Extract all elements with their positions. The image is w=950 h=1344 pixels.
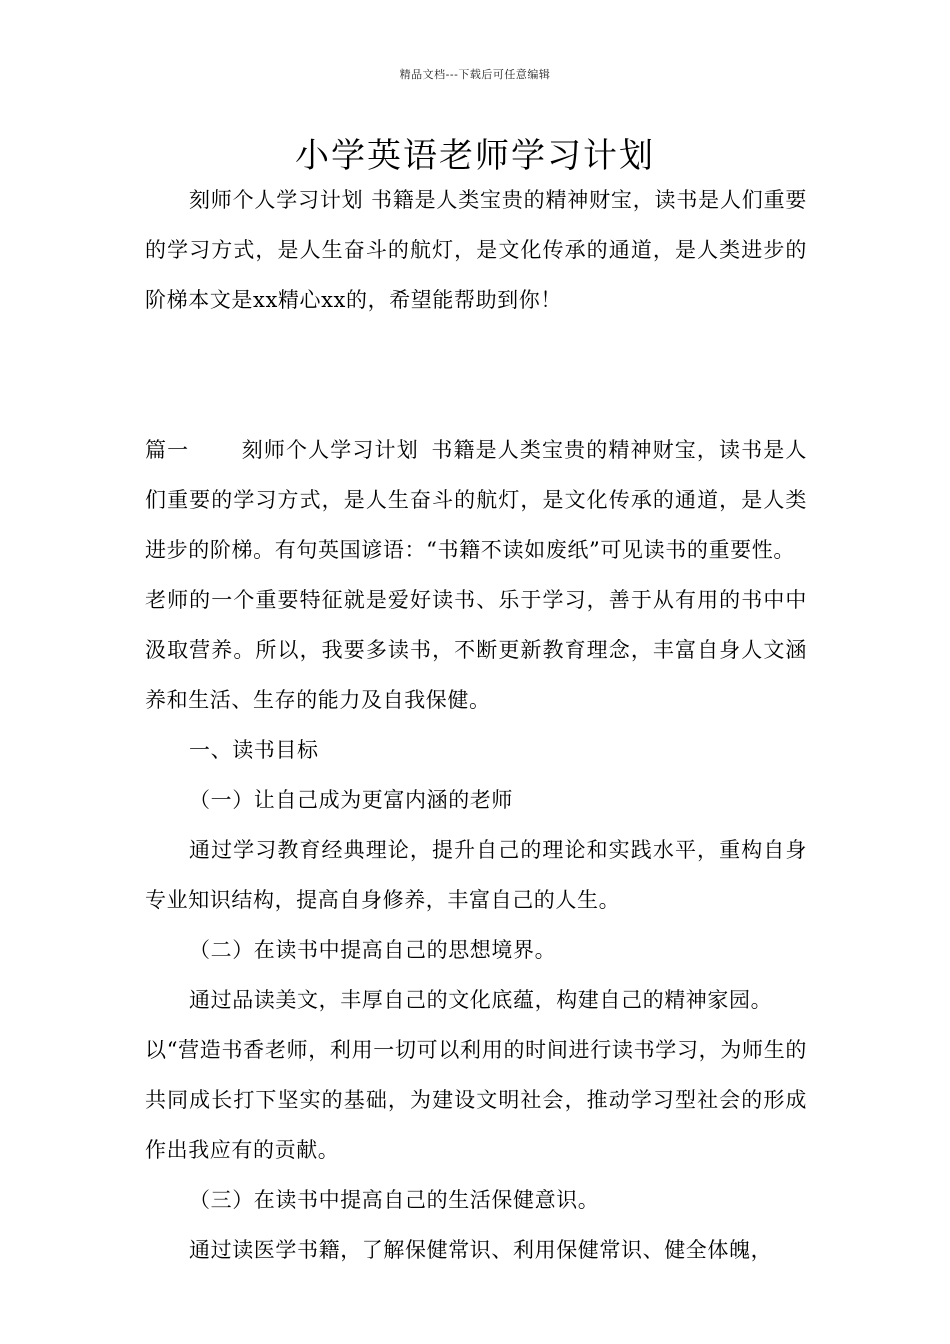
- subsection-text-1: 通过学习教育经典理论，提升自己的理论和实践水平，重构自身专业知识结构，提高自身修养，丰富自己的人生。: [145, 838, 807, 912]
- subsection-text-3: 通过读医学书籍，了解保健常识、利用保健常识、健全体魄，: [189, 1238, 773, 1262]
- section-heading: 一、读书目标: [189, 738, 319, 762]
- subsection-heading-2: （二）在读书中提高自己的思想境界。: [189, 938, 557, 962]
- header-note: 精品文档---下载后可任意编辑: [399, 68, 551, 81]
- subsection-heading-1: （一）让自己成为更富内涵的老师: [189, 788, 513, 812]
- part-one-paragraph: [145, 425, 807, 725]
- paragraph-spacer: [145, 375, 807, 425]
- part-one-title: 刻师个人学习计划: [241, 438, 419, 462]
- paragraph-spacer: [145, 325, 807, 375]
- document-title: 小学英语老师学习计划: [295, 136, 655, 176]
- part-one-text-continued: 老师的一个重要特征就是爱好读书、乐于学习，善于从有用的书中中汲取营养。所以，我要多读书，不断更新教育理念，丰富自身人文涵养和生活、生存的能力及自我保健。: [145, 588, 807, 712]
- part-one-text: 书籍是人类宝贵的精神财宝，读书是人们重要的学习方式，是人生奋斗的航灯，是文化传承的通道，是人类进步的阶梯。有句英国谚语：“书籍不读如废纸”可见读书的重要性。: [145, 438, 808, 562]
- document-body: [145, 175, 807, 1275]
- part-one-label: 篇一: [145, 438, 190, 462]
- subsection-heading-3: （三）在读书中提高自己的生活保健意识。: [189, 1188, 600, 1212]
- intro-paragraph: 刻师个人学习计划 书籍是人类宝贵的精神财宝，读书是人们重要的学习方式，是人生奋斗的航灯，是文化传承的通道，是人类进步的阶梯本文是xx精心xx的，希望能帮助到你！: [145, 188, 807, 312]
- subsection-text-2b: 以“营造书香老师，利用一切可以利用的时间进行读书学习，为师生的共同成长打下坚实的基础，为建设文明社会，推动学习型社会的形成作出我应有的贡献。: [145, 1038, 807, 1162]
- subsection-text-2a: 通过品读美文，丰厚自己的文化底蕴，构建自己的精神家园。: [189, 988, 773, 1012]
